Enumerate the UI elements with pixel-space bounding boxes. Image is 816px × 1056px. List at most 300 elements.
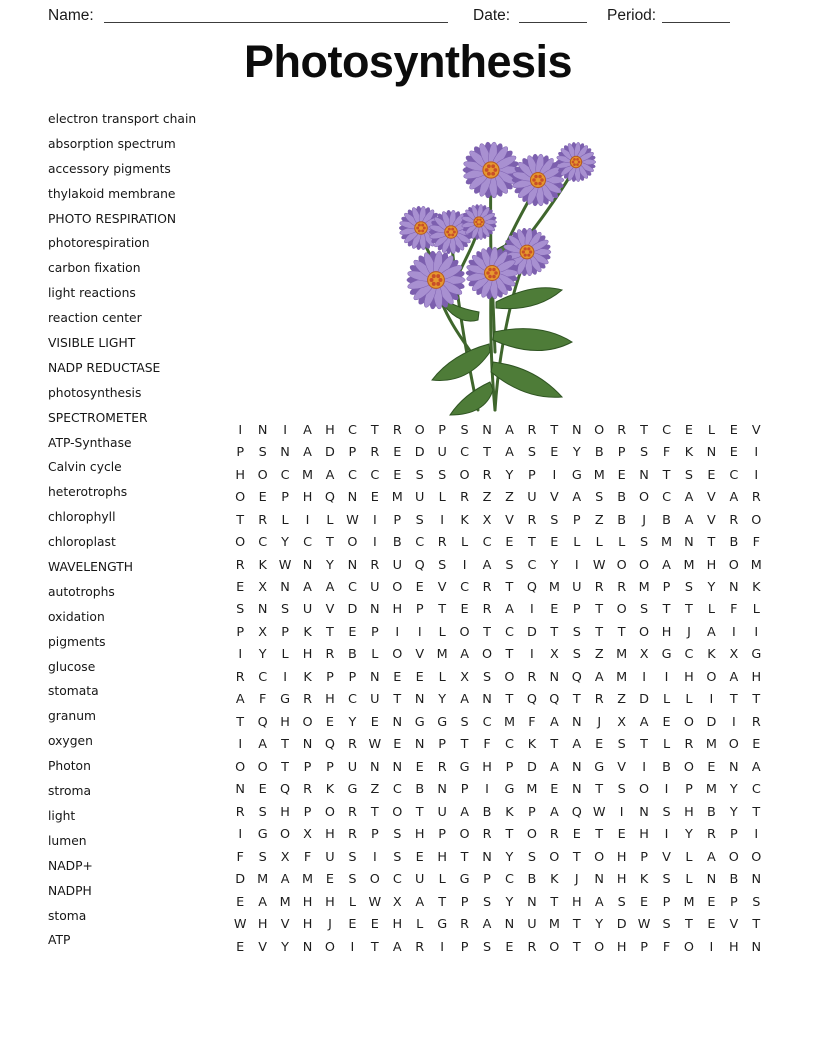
grid-letter: K xyxy=(505,804,514,820)
grid-letter: H xyxy=(729,939,739,955)
grid-letter: P xyxy=(370,624,379,640)
word-list-item: light xyxy=(48,808,76,823)
grid-letter: T xyxy=(662,602,671,618)
grid-letter: O xyxy=(594,849,605,865)
grid-letter: S xyxy=(684,467,694,483)
grid-letter: H xyxy=(392,917,403,933)
grid-letter: T xyxy=(483,445,491,461)
grid-letter: E xyxy=(393,737,402,753)
grid-letter: O xyxy=(280,827,291,843)
grid-letter: S xyxy=(258,804,267,820)
grid-letter: L xyxy=(685,872,693,888)
grid-letter: N xyxy=(706,445,717,461)
grid-letter: I xyxy=(372,512,377,528)
grid-letter: L xyxy=(752,602,760,618)
grid-letter: E xyxy=(258,782,267,798)
grid-letter: S xyxy=(460,714,469,730)
grid-letter: E xyxy=(415,669,424,685)
grid-letter: N xyxy=(594,872,604,888)
grid-letter: T xyxy=(438,602,447,618)
grid-letter: S xyxy=(550,512,559,528)
grid-letter: T xyxy=(617,624,626,640)
grid-letter: O xyxy=(639,624,650,640)
grid-letter: U xyxy=(325,849,335,865)
grid-letter: N xyxy=(571,782,582,798)
grid-letter: C xyxy=(482,714,492,730)
grid-letter: R xyxy=(527,512,537,528)
grid-letter: R xyxy=(527,669,537,685)
grid-letter: R xyxy=(303,782,312,798)
grid-letter: Q xyxy=(549,692,560,708)
grid-letter: I xyxy=(530,602,534,618)
grid-letter: E xyxy=(572,827,581,843)
grid-letter: I xyxy=(709,692,714,708)
word-list-item: Calvin cycle xyxy=(48,460,122,475)
grid-letter: G xyxy=(414,714,425,730)
grid-letter: N xyxy=(280,580,290,596)
grid-letter: T xyxy=(505,827,514,843)
grid-letter: R xyxy=(303,692,312,708)
grid-letter: N xyxy=(639,804,649,820)
grid-letter: T xyxy=(326,535,334,551)
grid-letter: E xyxy=(415,580,424,596)
grid-letter: A xyxy=(662,557,671,573)
grid-letter: A xyxy=(325,580,335,596)
grid-letter: T xyxy=(685,602,693,618)
grid-letter: S xyxy=(662,917,671,933)
grid-letter: H xyxy=(325,692,335,708)
grid-letter: A xyxy=(482,917,492,933)
grid-letter: M xyxy=(750,557,762,573)
grid-letter: W xyxy=(592,804,606,820)
grid-letter: H xyxy=(482,759,492,775)
grid-letter: I xyxy=(754,467,759,483)
grid-letter: A xyxy=(303,445,312,461)
grid-letter: P xyxy=(483,872,491,888)
grid-letter: P xyxy=(281,490,289,506)
grid-letter: N xyxy=(414,692,425,708)
grid-letter: N xyxy=(280,445,290,461)
grid-letter: R xyxy=(347,804,357,820)
grid-letter: N xyxy=(235,782,245,798)
grid-letter: J xyxy=(574,872,579,888)
grid-letter: U xyxy=(527,917,537,933)
grid-letter: U xyxy=(347,759,358,775)
grid-letter: A xyxy=(594,894,604,910)
grid-letter: R xyxy=(527,422,537,438)
grid-letter: H xyxy=(302,894,313,910)
grid-letter: M xyxy=(302,872,314,888)
grid-letter: Y xyxy=(729,804,738,820)
grid-letter: S xyxy=(482,894,492,910)
grid-letter: M xyxy=(616,647,628,663)
grid-letter: M xyxy=(705,782,717,798)
grid-letter: O xyxy=(347,535,358,551)
grid-letter: R xyxy=(482,467,492,483)
grid-letter: M xyxy=(302,467,314,483)
grid-letter: E xyxy=(393,669,402,685)
grid-letter: R xyxy=(706,827,716,843)
grid-letter: E xyxy=(370,917,379,933)
grid-letter: S xyxy=(258,445,267,461)
grid-letter: T xyxy=(527,535,536,551)
grid-letter: S xyxy=(640,445,649,461)
flower-illustration-icon xyxy=(390,132,605,417)
grid-letter: J xyxy=(328,917,332,933)
grid-letter: H xyxy=(325,422,335,438)
grid-letter: P xyxy=(460,939,469,955)
grid-letter: L xyxy=(618,535,626,551)
grid-letter: N xyxy=(527,894,537,910)
grid-letter: U xyxy=(527,490,537,506)
grid-letter: R xyxy=(594,580,604,596)
grid-letter: P xyxy=(729,894,738,910)
grid-letter: C xyxy=(347,422,357,438)
grid-letter: C xyxy=(482,535,492,551)
grid-letter: A xyxy=(505,445,514,461)
grid-letter: E xyxy=(707,917,716,933)
grid-letter: O xyxy=(639,490,650,506)
grid-letter: Z xyxy=(370,782,380,798)
grid-letter: Y xyxy=(438,692,447,708)
grid-letter: H xyxy=(751,669,762,685)
grid-letter: C xyxy=(392,782,402,798)
grid-letter: W xyxy=(592,557,606,573)
word-list-item: stoma xyxy=(48,908,87,923)
grid-letter: C xyxy=(258,669,268,685)
grid-letter: C xyxy=(662,422,671,438)
grid-letter: O xyxy=(683,939,694,955)
grid-letter: T xyxy=(483,624,491,640)
grid-letter: R xyxy=(235,557,245,573)
word-list-item: Photon xyxy=(48,759,91,774)
grid-letter: S xyxy=(348,872,357,888)
grid-letter: X xyxy=(482,512,492,528)
grid-letter: P xyxy=(348,445,357,461)
period-label: Period: xyxy=(607,7,657,24)
word-list-item: NADPH xyxy=(48,883,92,898)
grid-letter: N xyxy=(347,490,358,506)
grid-letter: M xyxy=(638,580,650,596)
word-list-item: SPECTROMETER xyxy=(48,410,148,425)
grid-letter: I xyxy=(238,737,243,753)
grid-letter: N xyxy=(370,602,380,618)
grid-letter: R xyxy=(347,827,357,843)
grid-letter: P xyxy=(572,602,581,618)
grid-letter: P xyxy=(348,669,357,685)
grid-letter: Q xyxy=(324,737,335,753)
grid-letter: S xyxy=(393,827,402,843)
grid-letter: H xyxy=(302,917,313,933)
grid-letter: T xyxy=(707,535,716,551)
grid-letter: T xyxy=(572,849,581,865)
grid-letter: C xyxy=(460,445,470,461)
grid-letter: P xyxy=(326,759,334,775)
grid-letter: S xyxy=(281,602,290,618)
grid-letter: Z xyxy=(505,490,514,506)
word-list-item: heterotrophs xyxy=(48,485,128,500)
grid-letter: I xyxy=(372,849,377,865)
grid-letter: C xyxy=(392,872,402,888)
grid-letter: G xyxy=(661,647,672,663)
grid-letter: L xyxy=(438,624,446,640)
grid-letter: V xyxy=(325,602,335,618)
grid-letter: E xyxy=(617,827,626,843)
grid-letter: O xyxy=(751,849,762,865)
grid-letter: V xyxy=(415,647,425,663)
grid-letter: J xyxy=(597,714,602,730)
word-list-item: chloroplast xyxy=(48,535,116,550)
grid-letter: S xyxy=(236,602,245,618)
grid-letter: X xyxy=(729,647,739,663)
grid-letter: D xyxy=(639,692,650,708)
grid-letter: X xyxy=(303,827,312,843)
grid-letter: I xyxy=(642,669,646,685)
word-list-item: photorespiration xyxy=(48,236,150,251)
grid-letter: N xyxy=(571,422,582,438)
grid-letter: Z xyxy=(594,512,604,528)
grid-letter: D xyxy=(616,917,627,933)
grid-letter: X xyxy=(639,647,649,663)
grid-letter: S xyxy=(527,849,536,865)
grid-letter: S xyxy=(348,849,357,865)
grid-letter: A xyxy=(549,759,559,775)
grid-letter: Q xyxy=(571,669,582,685)
grid-letter: E xyxy=(325,714,335,730)
grid-letter: R xyxy=(617,422,627,438)
grid-letter: O xyxy=(235,490,246,506)
grid-letter: U xyxy=(392,557,402,573)
grid-letter: O xyxy=(616,557,627,573)
grid-letter: K xyxy=(550,872,559,888)
grid-letter: F xyxy=(528,714,536,730)
grid-letter: O xyxy=(392,804,403,820)
grid-letter: P xyxy=(303,759,312,775)
grid-letter: I xyxy=(731,714,736,730)
grid-letter: F xyxy=(730,602,738,618)
grid-letter: H xyxy=(325,827,335,843)
grid-letter: L xyxy=(685,692,693,708)
grid-letter: I xyxy=(530,647,534,663)
grid-letter: X xyxy=(258,624,268,640)
grid-letter: A xyxy=(258,894,268,910)
grid-letter: E xyxy=(393,467,402,483)
grid-letter: C xyxy=(729,467,739,483)
grid-letter: E xyxy=(236,939,245,955)
grid-letter: E xyxy=(550,602,559,618)
grid-letter: B xyxy=(392,535,402,551)
grid-letter: A xyxy=(684,512,694,528)
grid-letter: V xyxy=(751,422,761,438)
grid-letter: L xyxy=(461,535,469,551)
word-list-item: thylakoid membrane xyxy=(48,186,176,201)
grid-letter: O xyxy=(324,939,335,955)
grid-letter: E xyxy=(415,759,424,775)
grid-letter: Y xyxy=(505,849,514,865)
grid-letter: H xyxy=(257,917,268,933)
grid-letter: A xyxy=(505,602,514,618)
grid-letter: T xyxy=(752,692,761,708)
grid-letter: O xyxy=(751,512,762,528)
grid-letter: X xyxy=(460,669,469,685)
date-blank-line xyxy=(519,8,587,23)
grid-letter: C xyxy=(662,490,671,506)
grid-letter: T xyxy=(505,692,514,708)
grid-letter: I xyxy=(238,422,243,438)
word-list-item: PHOTO RESPIRATION xyxy=(48,211,177,226)
grid-letter: O xyxy=(235,535,246,551)
grid-letter: T xyxy=(640,737,648,753)
grid-letter: H xyxy=(280,714,290,730)
grid-letter: C xyxy=(347,692,357,708)
grid-letter: S xyxy=(617,737,626,753)
grid-letter: C xyxy=(505,737,514,753)
grid-letter: S xyxy=(617,782,626,798)
grid-letter: H xyxy=(661,624,672,640)
grid-letter: M xyxy=(548,580,560,596)
grid-letter: L xyxy=(707,602,715,618)
grid-letter: K xyxy=(752,580,761,596)
grid-letter: T xyxy=(729,692,738,708)
grid-letter: W xyxy=(368,894,382,910)
grid-letter: N xyxy=(751,939,762,955)
grid-letter: U xyxy=(370,692,380,708)
grid-letter: O xyxy=(549,939,560,955)
grid-letter: E xyxy=(236,580,245,596)
grid-letter: S xyxy=(460,422,469,438)
grid-letter: D xyxy=(526,759,537,775)
grid-letter: R xyxy=(437,759,447,775)
grid-letter: G xyxy=(257,827,268,843)
grid-letter: R xyxy=(684,737,694,753)
grid-letter: S xyxy=(393,849,402,865)
grid-letter: A xyxy=(280,872,290,888)
grid-letter: M xyxy=(593,467,605,483)
grid-letter: E xyxy=(325,872,335,888)
grid-letter: T xyxy=(281,759,289,775)
grid-letter: L xyxy=(438,872,446,888)
grid-letter: R xyxy=(460,490,470,506)
grid-letter: A xyxy=(235,692,245,708)
grid-letter: U xyxy=(437,804,447,820)
grid-letter: Q xyxy=(257,714,268,730)
grid-letter: K xyxy=(258,557,267,573)
grid-letter: B xyxy=(594,445,604,461)
grid-letter: A xyxy=(729,490,739,506)
grid-letter: Z xyxy=(482,490,492,506)
word-list-item: photosynthesis xyxy=(48,385,142,400)
grid-letter: W xyxy=(278,557,292,573)
grid-letter: D xyxy=(347,602,358,618)
grid-letter: I xyxy=(395,624,400,640)
grid-letter: I xyxy=(417,624,422,640)
grid-letter: T xyxy=(393,692,402,708)
grid-letter: H xyxy=(325,894,335,910)
grid-letter: D xyxy=(325,445,335,461)
grid-letter: E xyxy=(707,894,716,910)
grid-letter: E xyxy=(370,490,379,506)
grid-letter: N xyxy=(302,557,313,573)
grid-letter: U xyxy=(302,602,313,618)
grid-letter: C xyxy=(258,535,268,551)
grid-letter: B xyxy=(729,872,739,888)
grid-letter: N xyxy=(706,872,717,888)
grid-letter: T xyxy=(460,737,469,753)
grid-letter: P xyxy=(460,782,469,798)
word-list-item: granum xyxy=(48,709,96,724)
grid-letter: E xyxy=(640,894,649,910)
grid-letter: C xyxy=(460,580,470,596)
grid-letter: E xyxy=(415,849,424,865)
grid-letter: I xyxy=(238,647,243,663)
grid-letter: N xyxy=(370,669,380,685)
grid-letter: M xyxy=(257,872,269,888)
grid-letter: K xyxy=(684,445,694,461)
grid-letter: R xyxy=(235,669,245,685)
grid-letter: O xyxy=(683,759,694,775)
grid-letter: I xyxy=(440,939,445,955)
grid-letter: H xyxy=(616,872,627,888)
word-list-item: pigments xyxy=(48,634,106,649)
grid-letter: I xyxy=(350,939,355,955)
grid-letter: H xyxy=(437,849,447,865)
grid-letter: E xyxy=(370,714,379,730)
grid-letter: Y xyxy=(281,535,289,551)
grid-letter: N xyxy=(257,602,268,618)
grid-letter: R xyxy=(347,737,357,753)
grid-letter: O xyxy=(369,872,380,888)
grid-letter: I xyxy=(552,467,557,483)
grid-letter: V xyxy=(662,849,671,865)
grid-letter: M xyxy=(503,714,515,730)
grid-letter: I xyxy=(462,557,467,573)
grid-letter: H xyxy=(392,602,403,618)
grid-letter: G xyxy=(571,467,582,483)
grid-letter: V xyxy=(617,759,627,775)
grid-letter: A xyxy=(751,759,761,775)
grid-letter: S xyxy=(572,647,581,663)
grid-letter: O xyxy=(235,759,246,775)
word-list-item: autotrophs xyxy=(48,584,115,599)
grid-letter: W xyxy=(637,917,651,933)
grid-letter: I xyxy=(754,624,759,640)
word-list-item: ATP-Synthase xyxy=(48,435,132,450)
grid-letter: S xyxy=(527,445,536,461)
grid-letter: B xyxy=(527,872,537,888)
grid-letter: N xyxy=(392,714,403,730)
grid-letter: H xyxy=(706,557,717,573)
grid-letter: T xyxy=(595,624,604,640)
grid-letter: O xyxy=(392,647,403,663)
grid-letter: N xyxy=(639,467,649,483)
grid-letter: B xyxy=(415,782,425,798)
grid-letter: M xyxy=(436,647,448,663)
grid-letter: I xyxy=(664,782,669,798)
grid-letter: Y xyxy=(505,894,514,910)
grid-letter: A xyxy=(258,737,268,753)
grid-letter: P xyxy=(415,602,424,618)
grid-letter: E xyxy=(752,737,761,753)
grid-letter: L xyxy=(371,647,379,663)
grid-letter: N xyxy=(347,557,358,573)
grid-letter: G xyxy=(459,872,470,888)
grid-letter: Y xyxy=(685,827,693,843)
grid-letter: K xyxy=(707,647,716,663)
grid-letter: M xyxy=(526,782,538,798)
grid-letter: T xyxy=(505,580,514,596)
grid-letter: E xyxy=(460,602,469,618)
grid-letter: R xyxy=(482,827,492,843)
